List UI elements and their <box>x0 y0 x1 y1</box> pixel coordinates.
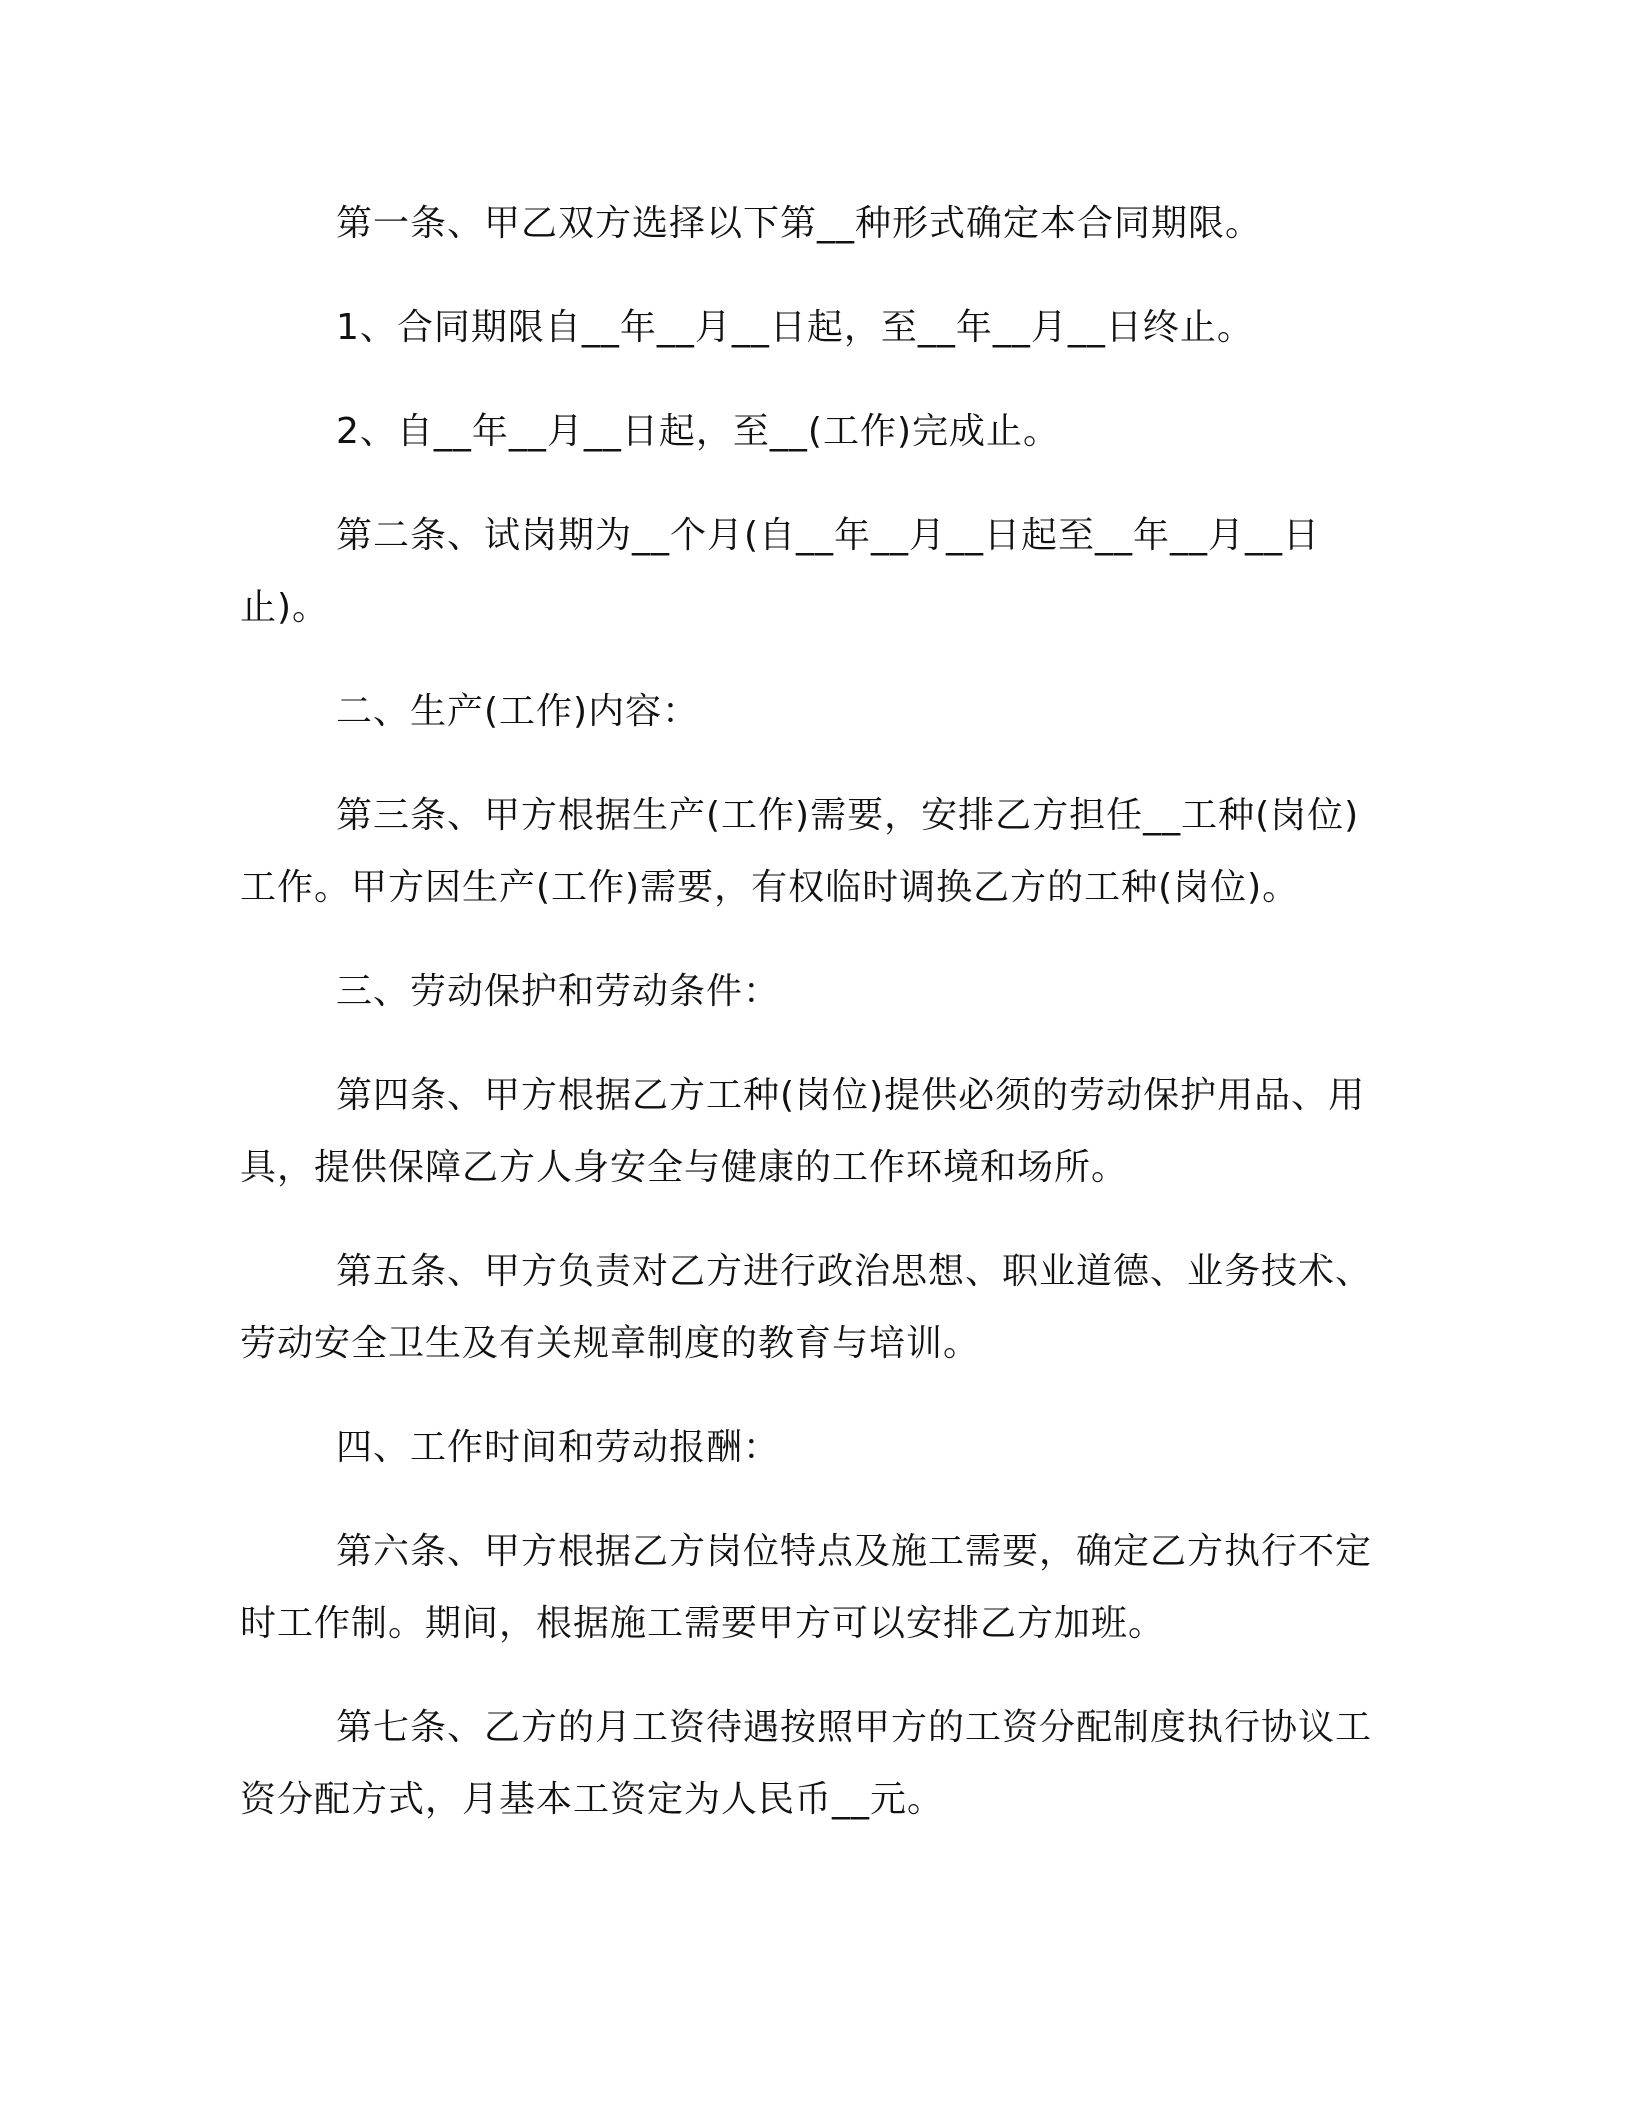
paragraph-article-4: 第四条、甲方根据乙方工种(岗位)提供必须的劳动保护用品、用具，提供保障乙方人身安全与健康的工作环境和场所。 <box>240 1075 1366 1188</box>
paragraph-article-1: 第一条、甲乙双方选择以下第__种形式确定本合同期限。 <box>336 203 1263 244</box>
document-body <box>240 188 1380 1836</box>
section-heading-2: 二、生产(工作)内容： <box>336 691 700 732</box>
section-heading-4: 四、工作时间和劳动报酬： <box>336 1427 781 1468</box>
section-heading-3: 三、劳动保护和劳动条件： <box>336 971 781 1012</box>
paragraph-term-option-2: 2、自__年__月__日起，至__(工作)完成止。 <box>336 411 1060 452</box>
paragraph-article-2: 第二条、试岗期为__个月(自__年__月__日起至__年__月__日止)。 <box>240 515 1321 628</box>
paragraph-article-3: 第三条、甲方根据生产(工作)需要，安排乙方担任__工种(岗位)工作。甲方因生产(工作)需要，有权临时调换乙方的工种(岗位)。 <box>240 795 1360 908</box>
paragraph-article-5: 第五条、甲方负责对乙方进行政治思想、职业道德、业务技术、劳动安全卫生及有关规章制度的教育与培训。 <box>240 1251 1373 1364</box>
paragraph-article-6: 第六条、甲方根据乙方岗位特点及施工需要，确定乙方执行不定时工作制。期间，根据施工需要甲方可以安排乙方加班。 <box>240 1531 1373 1644</box>
paragraph-article-7: 第七条、乙方的月工资待遇按照甲方的工资分配制度执行协议工资分配方式，月基本工资定为人民币__元。 <box>240 1707 1373 1820</box>
paragraph-term-option-1: 1、合同期限自__年__月__日起，至__年__月__日终止。 <box>336 307 1254 348</box>
